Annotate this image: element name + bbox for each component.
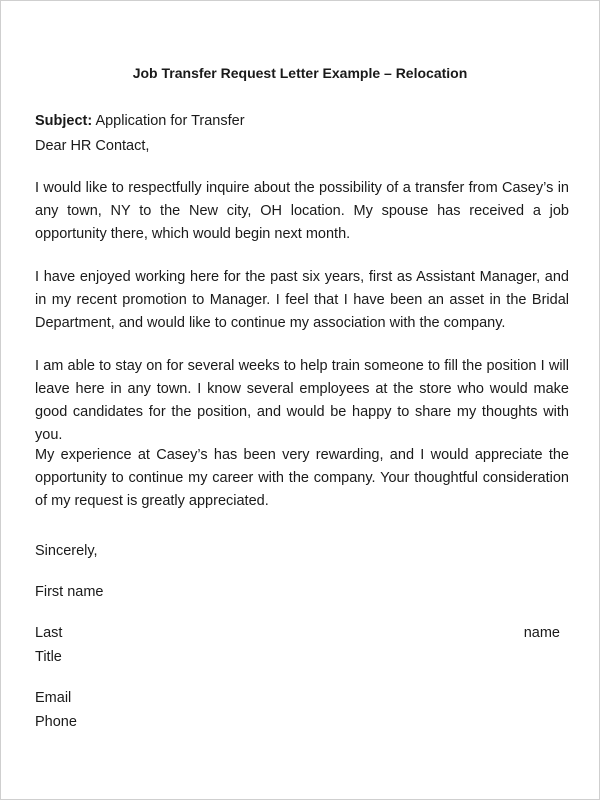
email-label: Email bbox=[35, 690, 72, 706]
last-name-row bbox=[35, 624, 560, 642]
letter-title: Job Transfer Request Letter Example – Relocation bbox=[132, 65, 468, 81]
paragraph-3: I am able to stay on for several weeks to help train someone to fill the position I will leave here in any town. I know several employees at the store who would make good candidates for the position, and would be happy to share my thoughts with you. bbox=[35, 358, 569, 443]
phone-label: Phone bbox=[35, 714, 77, 730]
subject-line bbox=[35, 112, 245, 130]
name-label: name bbox=[523, 625, 560, 641]
paragraph-2: I have enjoyed working here for the past six years, first as Assistant Manager, and in my recent promotion to Manager. I feel that I have been an asset in the Bridal Department, and would like to continue my association with the company. bbox=[35, 269, 569, 331]
paragraph-1: I would like to respectfully inquire about the possibility of a transfer from Casey’s in any town, NY to the New city, OH location. My spouse has received a job opportunity there, which would begin next month. bbox=[35, 180, 569, 242]
last-label: Last bbox=[35, 625, 63, 641]
closing: Sincerely, bbox=[35, 543, 98, 559]
greeting: Dear HR Contact, bbox=[35, 138, 150, 154]
title-label: Title bbox=[35, 649, 62, 665]
subject-label: Subject: bbox=[35, 113, 93, 129]
paragraph-4: My experience at Casey’s has been very rewarding, and I would appreciate the opportunity to continue my career with the company. Your thoughtful consideration of my request is greatly appreciated. bbox=[35, 447, 569, 509]
first-name: First name bbox=[35, 584, 104, 600]
subject-text: Application for Transfer bbox=[95, 113, 245, 129]
